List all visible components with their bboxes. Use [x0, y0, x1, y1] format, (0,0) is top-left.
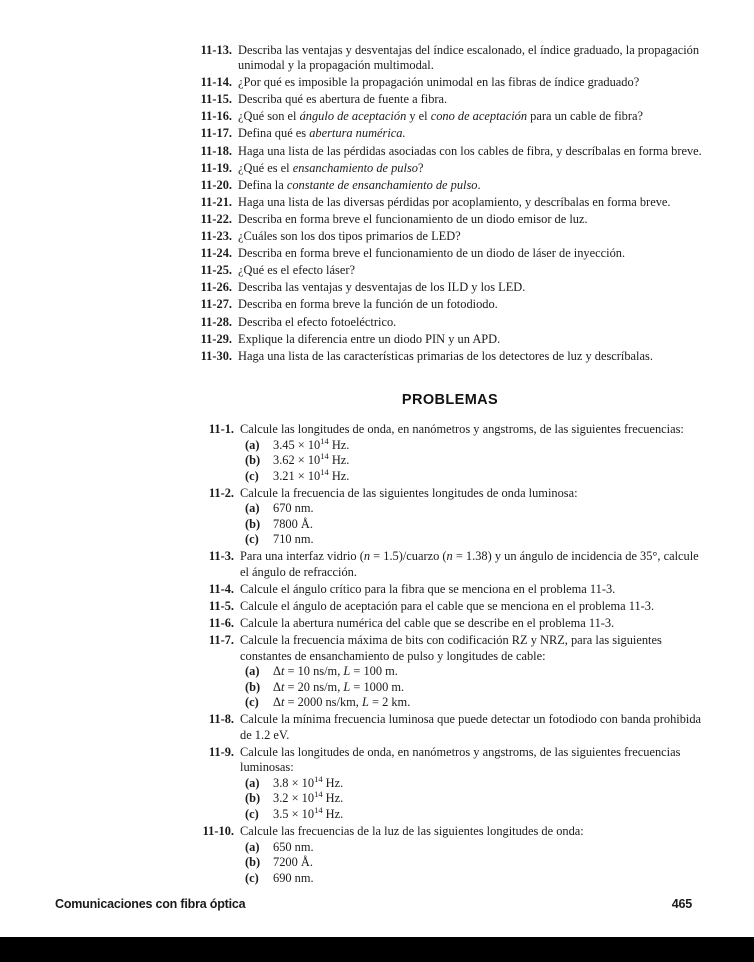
text-segment: 3.62 × 10 — [273, 453, 321, 468]
questions-section — [198, 43, 702, 365]
problem-body — [240, 422, 702, 484]
subitem-text — [273, 501, 314, 517]
question-item — [198, 144, 702, 160]
problem-text — [240, 582, 702, 598]
question-item — [198, 349, 702, 365]
text-segment: ensanchamiento de pulso — [292, 160, 418, 175]
problem-number: 11-1. — [208, 422, 234, 437]
subitem-text — [273, 840, 314, 856]
text-segment: Calcule las longitudes de onda, en nanómetros y angstroms, de las siguientes frecuencias: — [240, 422, 684, 437]
subitem-label: (a) — [245, 664, 260, 679]
subitem-label: (c) — [245, 695, 259, 710]
problem-body — [240, 824, 702, 886]
question-body — [238, 75, 702, 91]
question-item — [198, 195, 702, 211]
text-segment: = 1000 m. — [350, 679, 405, 694]
problem-number: 11-3. — [208, 549, 234, 564]
page-content — [198, 41, 702, 886]
subitem-text — [273, 664, 398, 680]
problem-body — [240, 486, 702, 548]
problem-item — [198, 549, 702, 580]
subitem-label: (b) — [245, 679, 261, 694]
question-body — [238, 92, 702, 108]
text-segment: Defina la — [238, 177, 287, 192]
question-item — [198, 161, 702, 177]
text-segment: t — [280, 695, 285, 710]
problem-subitem — [245, 804, 702, 823]
subitem-text — [273, 804, 344, 823]
subitem-label: (c) — [245, 532, 259, 547]
question-body — [238, 109, 702, 125]
text-segment: ¿Por qué es imposible la propagación unimodal en las fibras de índice graduado? — [238, 75, 640, 90]
problem-subitem — [245, 453, 702, 469]
question-item — [198, 109, 702, 125]
question-item — [198, 315, 702, 331]
question-number: 11-28. — [200, 314, 232, 329]
subitem-text — [273, 680, 404, 696]
problem-subitem — [245, 871, 702, 887]
subitem-label: (a) — [245, 501, 260, 516]
problem-number: 11-5. — [208, 599, 234, 614]
problem-subitem — [245, 840, 702, 856]
problem-subitem — [245, 466, 702, 485]
problem-body — [240, 633, 702, 711]
problem-number: 11-6. — [208, 616, 234, 631]
problem-body — [240, 745, 702, 823]
text-segment: 7800 Å. — [273, 516, 313, 531]
text-segment: Defina qué es — [238, 126, 310, 141]
page-footer — [55, 897, 692, 913]
question-number: 11-26. — [200, 280, 232, 295]
subitem-label: (c) — [245, 870, 259, 885]
text-segment: ¿Qué son el — [238, 109, 300, 124]
problem-text — [240, 745, 702, 776]
text-segment: Calcule la mínima frecuencia luminosa que puede detectar un fotodiodo con banda prohibida de 1.2 eV. — [240, 712, 702, 742]
subitem-text — [273, 791, 343, 807]
text-segment: 14 — [314, 789, 323, 800]
text-segment: Describa en forma breve el funcionamiento de un diodo emisor de luz. — [238, 211, 588, 226]
problem-number: 11-4. — [208, 581, 234, 596]
question-text — [238, 246, 702, 262]
text-segment: 3.2 × 10 — [273, 791, 315, 806]
text-segment: abertura numérica. — [309, 126, 406, 141]
text-segment: 14 — [320, 435, 329, 446]
problems-section — [198, 422, 702, 886]
text-segment: = 10 ns/m, — [284, 664, 344, 679]
problems-heading: PROBLEMAS — [401, 392, 499, 409]
question-text — [238, 75, 702, 91]
question-number: 11-29. — [200, 331, 232, 346]
text-segment: Calcule el ángulo crítico para la fibra que se menciona en el problema 11-3. — [240, 581, 616, 596]
question-text — [238, 109, 702, 125]
question-item — [198, 246, 702, 262]
text-segment: Calcule la frecuencia de las siguientes longitudes de onda luminosa: — [240, 485, 578, 500]
text-segment: Explique la diferencia entre un diodo PIN y un APD. — [238, 331, 501, 346]
question-item — [198, 92, 702, 108]
question-text — [238, 280, 702, 296]
text-segment: 710 nm. — [273, 532, 314, 547]
question-text — [238, 161, 702, 177]
question-body — [238, 161, 702, 177]
text-segment: ? — [417, 160, 424, 175]
text-segment: Describa las ventajas y desventajas del índice escalonado, el índice graduado, la propagación unimodal y la propagación multimodal. — [238, 42, 700, 73]
problem-number: 11-9. — [208, 744, 234, 759]
problem-number: 11-2. — [208, 485, 234, 500]
question-number: 11-13. — [200, 42, 232, 57]
text-segment: Describa las ventajas y desventajas de los ILD y los LED. — [238, 280, 526, 295]
text-segment: Haga una lista de las características primarias de los detectores de luz y descríbalas. — [238, 348, 653, 363]
question-number: 11-18. — [200, 143, 232, 158]
footer-book-title: Comunicaciones con fibra óptica — [55, 897, 246, 911]
question-text — [238, 144, 702, 160]
text-segment: 3.45 × 10 — [273, 437, 321, 452]
text-segment: ángulo de aceptación — [299, 109, 407, 124]
question-item — [198, 263, 702, 279]
problem-item — [198, 745, 702, 823]
text-segment: Hz. — [322, 791, 344, 806]
problem-text — [240, 422, 702, 438]
text-segment: Haga una lista de las pérdidas asociadas con los cables de fibra, y descríbalas en forma breve. — [238, 143, 702, 158]
subitem-text — [273, 773, 344, 792]
subitem-text — [273, 517, 313, 533]
problem-subitem — [245, 695, 702, 711]
text-segment: = 2000 ns/km, — [284, 695, 362, 710]
question-body — [238, 212, 702, 228]
question-text — [238, 126, 702, 142]
problem-subitem — [245, 501, 702, 517]
question-body — [238, 195, 702, 211]
question-text — [238, 43, 702, 74]
problem-number: 11-8. — [208, 712, 234, 727]
text-segment: = 1.38) y un ángulo de incidencia de 35°, calcule el ángulo de refracción. — [240, 549, 699, 579]
question-number: 11-30. — [200, 348, 232, 363]
text-segment: Calcule las frecuencias de la luz de las siguientes longitudes de onda: — [240, 824, 584, 839]
text-segment: 3.8 × 10 — [273, 775, 315, 790]
problem-body — [240, 712, 702, 743]
text-segment: 650 nm. — [273, 839, 314, 854]
subitem-label: (c) — [245, 806, 259, 821]
question-item — [198, 297, 702, 313]
text-segment: t — [280, 664, 285, 679]
problem-item — [198, 486, 702, 548]
text-segment: 14 — [320, 451, 329, 462]
question-text — [238, 315, 702, 331]
problem-text — [240, 616, 702, 632]
text-segment: Describa qué es abertura de fuente a fibra. — [238, 92, 448, 107]
text-segment: L — [343, 679, 351, 694]
text-segment: Hz. — [322, 775, 344, 790]
text-segment: Δ — [273, 695, 281, 710]
problem-body — [240, 549, 702, 580]
problem-subitem — [245, 532, 702, 548]
text-segment: L — [361, 695, 369, 710]
problem-text — [240, 486, 702, 502]
question-body — [238, 332, 702, 348]
problem-item — [198, 422, 702, 484]
text-segment: para un cable de fibra? — [527, 109, 643, 124]
question-item — [198, 126, 702, 142]
question-number: 11-15. — [200, 92, 232, 107]
subitem-label: (a) — [245, 775, 260, 790]
subitem-label: (b) — [245, 516, 261, 531]
question-body — [238, 144, 702, 160]
problem-subitem — [245, 680, 702, 696]
question-text — [238, 263, 702, 279]
subitem-text — [273, 855, 313, 871]
text-segment: ¿Qué es el — [238, 160, 293, 175]
subitem-label: (b) — [245, 453, 261, 468]
text-segment: Δ — [273, 664, 281, 679]
problem-item — [198, 824, 702, 886]
text-segment: 14 — [314, 804, 323, 815]
question-text — [238, 92, 702, 108]
text-segment: y el — [406, 109, 431, 124]
footer-page-number: 465 — [671, 897, 692, 911]
text-segment: = 20 ns/m, — [284, 679, 344, 694]
subitem-label: (a) — [245, 437, 260, 452]
subitem-text — [273, 871, 314, 887]
text-segment: n — [446, 549, 453, 564]
problem-item — [198, 582, 702, 598]
problem-text — [240, 549, 702, 580]
subitem-label: (a) — [245, 839, 260, 854]
text-segment: = 100 m. — [350, 664, 398, 679]
question-body — [238, 297, 702, 313]
question-number: 11-16. — [200, 109, 232, 124]
question-item — [198, 229, 702, 245]
question-text — [238, 212, 702, 228]
question-text — [238, 195, 702, 211]
question-text — [238, 332, 702, 348]
subitem-label: (b) — [245, 791, 261, 806]
question-body — [238, 43, 702, 74]
question-text — [238, 349, 702, 365]
question-item — [198, 332, 702, 348]
question-number: 11-19. — [200, 160, 232, 175]
question-body — [238, 263, 702, 279]
text-segment: Calcule el ángulo de aceptación para el cable que se menciona en el problema 11-3. — [240, 599, 655, 614]
question-body — [238, 178, 702, 194]
text-segment: 14 — [320, 466, 329, 477]
question-number: 11-24. — [200, 246, 232, 261]
text-segment: 14 — [314, 773, 323, 784]
problem-subitem — [245, 664, 702, 680]
problem-subitem — [245, 517, 702, 533]
text-segment: Describa el efecto fotoeléctrico. — [238, 314, 397, 329]
subitem-text — [273, 695, 410, 711]
question-body — [238, 229, 702, 245]
text-segment: ¿Cuáles son los dos tipos primarios de LED? — [238, 229, 461, 244]
text-segment: Hz. — [322, 806, 344, 821]
problem-body — [240, 599, 702, 615]
problem-body — [240, 582, 702, 598]
question-text — [238, 229, 702, 245]
question-text — [238, 178, 702, 194]
text-segment: t — [280, 679, 285, 694]
problem-body — [240, 616, 702, 632]
question-number: 11-27. — [200, 297, 232, 312]
question-number: 11-20. — [200, 177, 232, 192]
text-segment: Calcule la frecuencia máxima de bits con codificación RZ y NRZ, para las siguientes constantes de ensanchamiento de pulso y longitudes de cable: — [240, 633, 662, 663]
problem-text — [240, 633, 702, 664]
question-number: 11-17. — [200, 126, 232, 141]
question-item — [198, 212, 702, 228]
text-segment: = 2 km. — [368, 695, 411, 710]
text-segment: Describa en forma breve la función de un fotodiodo. — [238, 297, 498, 312]
question-body — [238, 280, 702, 296]
subitem-text — [273, 435, 350, 454]
text-segment: Hz. — [328, 437, 350, 452]
question-number: 11-14. — [200, 75, 232, 90]
text-segment: Hz. — [328, 468, 350, 483]
question-body — [238, 349, 702, 365]
question-number: 11-23. — [200, 229, 232, 244]
question-item — [198, 178, 702, 194]
subitem-text — [273, 466, 350, 485]
problem-item — [198, 633, 702, 711]
problem-subitem — [245, 855, 702, 871]
text-segment: Hz. — [328, 453, 350, 468]
problem-number: 11-7. — [208, 633, 234, 648]
question-text — [238, 297, 702, 313]
text-segment: 3.5 × 10 — [273, 806, 315, 821]
text-segment: Calcule las longitudes de onda, en nanómetros y angstroms, de las siguientes frecuencias luminosas: — [240, 744, 681, 775]
text-segment: ¿Qué es el efecto láser? — [238, 263, 355, 278]
question-body — [238, 315, 702, 331]
subitem-text — [273, 453, 349, 469]
text-segment: Haga una lista de las diversas pérdidas por acoplamiento, y descríbalas en forma breve. — [238, 194, 671, 209]
text-segment: 3.21 × 10 — [273, 468, 321, 483]
text-segment: cono de aceptación — [430, 109, 528, 124]
problem-number: 11-10. — [202, 824, 234, 839]
text-segment: n — [363, 549, 371, 564]
text-segment: Δ — [273, 679, 281, 694]
subitem-label: (b) — [245, 855, 261, 870]
question-item — [198, 75, 702, 91]
text-segment: Para una interfaz vidrio ( — [240, 549, 364, 564]
problem-item — [198, 712, 702, 743]
text-segment: 690 nm. — [273, 870, 314, 885]
text-segment: . — [477, 177, 481, 192]
text-segment: L — [343, 664, 351, 679]
subitem-label: (c) — [245, 468, 259, 483]
question-number: 11-21. — [200, 194, 232, 209]
problem-text — [240, 824, 702, 840]
problem-text — [240, 712, 702, 743]
text-segment: = 1.5)/cuarzo ( — [370, 549, 447, 564]
question-body — [238, 246, 702, 262]
problem-item — [198, 616, 702, 632]
subitem-text — [273, 532, 314, 548]
question-number: 11-22. — [200, 211, 232, 226]
problem-item — [198, 599, 702, 615]
question-item — [198, 43, 702, 74]
problem-subitem — [245, 435, 702, 454]
question-body — [238, 126, 702, 142]
scan-edge-bar — [0, 937, 754, 962]
text-segment: constante de ensanchamiento de pulso — [286, 177, 478, 192]
text-segment: 7200 Å. — [273, 855, 313, 870]
text-segment: Describa en forma breve el funcionamiento de un diodo de láser de inyección. — [238, 246, 626, 261]
question-number: 11-25. — [200, 263, 232, 278]
question-item — [198, 280, 702, 296]
text-segment: 670 nm. — [273, 501, 314, 516]
problem-text — [240, 599, 702, 615]
text-segment: Calcule la abertura numérica del cable que se describe en el problema 11-3. — [240, 616, 615, 631]
